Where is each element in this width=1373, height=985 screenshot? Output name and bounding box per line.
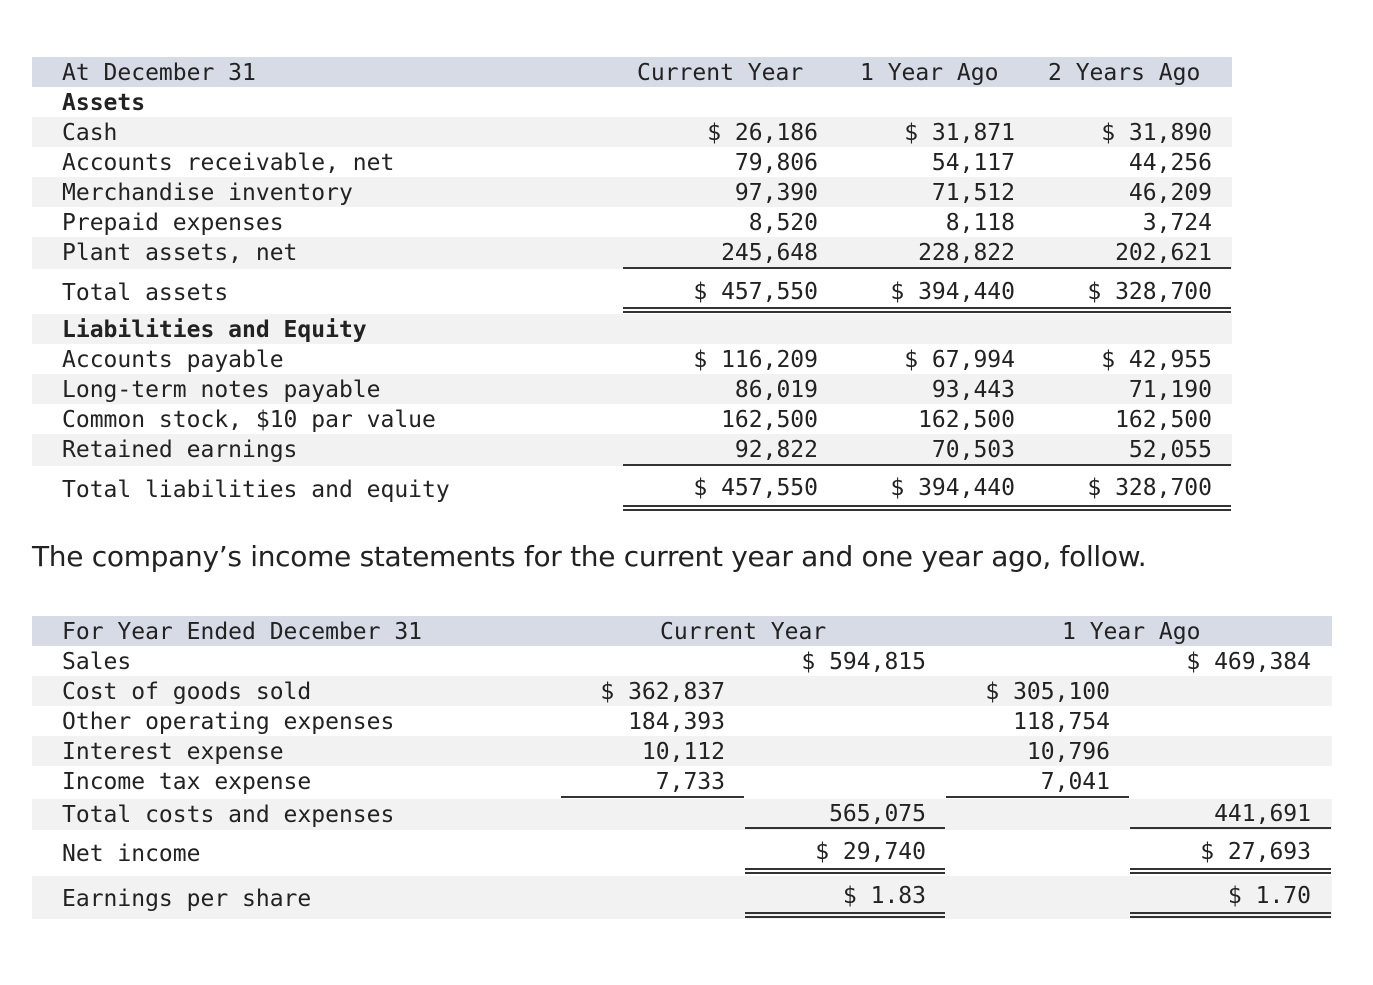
balance-header-label: At December 31 <box>62 60 256 86</box>
total-double-rule <box>1130 912 1331 918</box>
value-two-ago: $ 328,700 <box>1087 475 1212 501</box>
value-two-ago: $ 328,700 <box>1087 279 1212 305</box>
row-bg <box>32 117 1232 147</box>
value-two-ago: 71,190 <box>1128 377 1212 403</box>
value-one-ago: $ 305,100 <box>985 679 1110 705</box>
value-one-ago: 7,041 <box>1040 769 1110 795</box>
income-header-current: Current Year <box>660 619 827 645</box>
total-double-rule <box>745 868 945 874</box>
value-current: 7,733 <box>655 769 725 795</box>
row-label: Net income <box>62 841 201 867</box>
value-current: $ 362,837 <box>600 679 725 705</box>
value-current: 184,393 <box>628 709 725 735</box>
balance-header-current: Current Year <box>637 60 804 86</box>
value-one-ago: $ 27,693 <box>1200 839 1311 865</box>
row-label: Earnings per share <box>62 886 312 912</box>
value-one-ago: 71,512 <box>931 180 1015 206</box>
value-one-ago: $ 469,384 <box>1186 649 1311 675</box>
total-double-rule <box>745 912 945 918</box>
row-label: Cost of goods sold <box>62 679 312 705</box>
row-label: Merchandise inventory <box>62 180 353 206</box>
value-current: 8,520 <box>748 210 818 236</box>
value-current: 162,500 <box>721 407 818 433</box>
row-label: Sales <box>62 649 132 675</box>
value-current: $ 26,186 <box>707 120 818 146</box>
value-one-ago: 70,503 <box>931 437 1015 463</box>
value-one-ago: $ 1.70 <box>1227 883 1311 909</box>
value-current: 79,806 <box>734 150 818 176</box>
row-label: Plant assets, net <box>62 240 298 266</box>
value-one-ago: $ 394,440 <box>890 279 1015 305</box>
subtotal-rule <box>623 464 1231 466</box>
value-current: $ 116,209 <box>693 347 818 373</box>
row-label: Prepaid expenses <box>62 210 284 236</box>
row-label: Accounts receivable, net <box>62 150 395 176</box>
value-current: $ 457,550 <box>693 475 818 501</box>
value-two-ago: 52,055 <box>1128 437 1212 463</box>
value-one-ago: 93,443 <box>931 377 1015 403</box>
liabilities-heading: Liabilities and Equity <box>62 317 367 343</box>
value-current: $ 1.83 <box>842 883 926 909</box>
value-one-ago: 228,822 <box>918 240 1015 266</box>
row-label: Retained earnings <box>62 437 298 463</box>
value-current: 10,112 <box>641 739 725 765</box>
total-double-rule <box>1130 868 1331 874</box>
value-two-ago: 3,724 <box>1142 210 1212 236</box>
row-label: Total assets <box>62 280 229 306</box>
row-label: Interest expense <box>62 739 284 765</box>
value-current: $ 29,740 <box>815 839 926 865</box>
subtotal-rule <box>561 796 744 798</box>
subtotal-rule <box>946 796 1129 798</box>
value-current: 97,390 <box>734 180 818 206</box>
income-caption: The company’s income statements for the current year and one year ago, follow. <box>32 540 1147 573</box>
income-header-one-ago: 1 Year Ago <box>1062 619 1201 645</box>
value-two-ago: 46,209 <box>1128 180 1212 206</box>
value-current: 92,822 <box>734 437 818 463</box>
value-one-ago: 54,117 <box>931 150 1015 176</box>
income-header-label: For Year Ended December 31 <box>62 619 423 645</box>
subtotal-rule <box>1130 827 1331 829</box>
total-double-rule <box>623 505 1231 511</box>
row-label: Common stock, $10 par value <box>62 407 436 433</box>
value-one-ago: $ 394,440 <box>890 475 1015 501</box>
value-two-ago: 162,500 <box>1115 407 1212 433</box>
row-label: Income tax expense <box>62 769 312 795</box>
value-one-ago: 441,691 <box>1214 801 1311 827</box>
row-label: Total costs and expenses <box>62 802 395 828</box>
value-one-ago: $ 31,871 <box>904 120 1015 146</box>
value-one-ago: 118,754 <box>1013 709 1110 735</box>
balance-header-two-ago: 2 Years Ago <box>1048 60 1201 86</box>
value-two-ago: 202,621 <box>1115 240 1212 266</box>
value-current: 245,648 <box>721 240 818 266</box>
row-label: Long-term notes payable <box>62 377 381 403</box>
balance-header-one-ago: 1 Year Ago <box>860 60 999 86</box>
row-label: Cash <box>62 120 118 146</box>
subtotal-rule <box>745 827 945 829</box>
value-current: $ 457,550 <box>693 279 818 305</box>
value-current: 86,019 <box>734 377 818 403</box>
subtotal-rule <box>623 267 1231 269</box>
value-one-ago: $ 67,994 <box>904 347 1015 373</box>
value-two-ago: 44,256 <box>1128 150 1212 176</box>
total-double-rule <box>623 307 1231 313</box>
value-two-ago: $ 31,890 <box>1101 120 1212 146</box>
value-current: 565,075 <box>829 801 926 827</box>
value-one-ago: 162,500 <box>918 407 1015 433</box>
value-two-ago: $ 42,955 <box>1101 347 1212 373</box>
value-current: $ 594,815 <box>801 649 926 675</box>
value-one-ago: 10,796 <box>1026 739 1110 765</box>
row-label: Other operating expenses <box>62 709 395 735</box>
assets-heading: Assets <box>62 90 146 116</box>
row-label: Accounts payable <box>62 347 284 373</box>
row-label: Total liabilities and equity <box>62 477 450 503</box>
value-one-ago: 8,118 <box>945 210 1015 236</box>
